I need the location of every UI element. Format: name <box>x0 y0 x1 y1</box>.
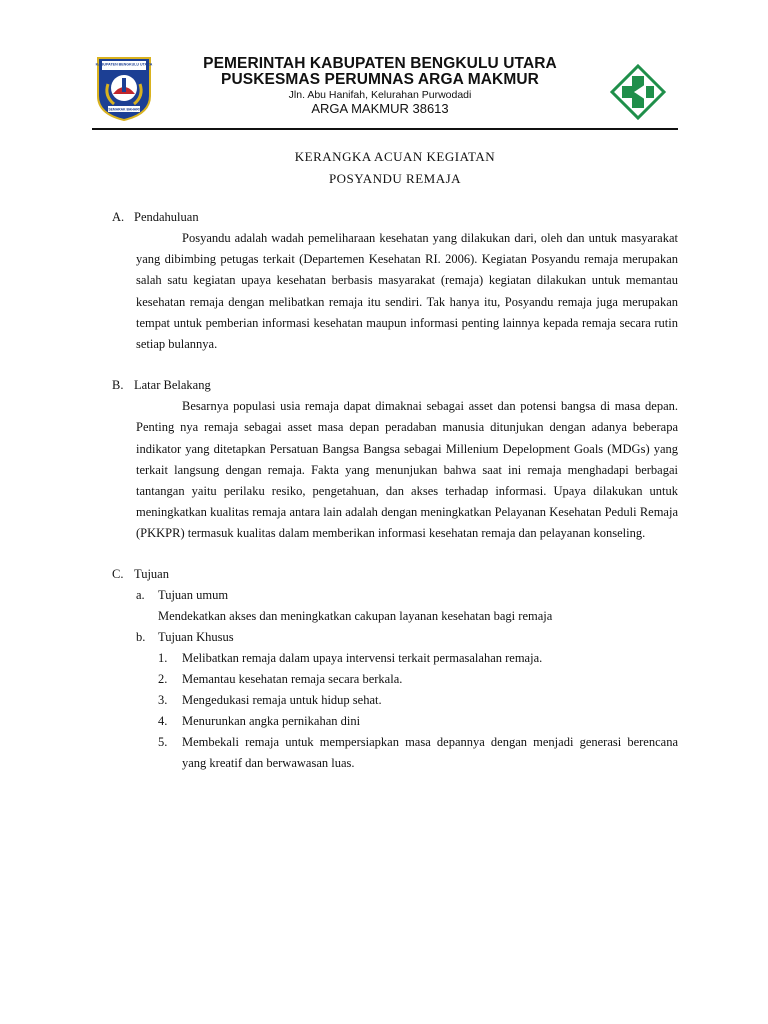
list-item-text: Memantau kesehatan remaja secara berkala. <box>182 671 403 686</box>
title-line-2: POSYANDU REMAJA <box>328 171 462 186</box>
section-letter: A. <box>112 210 125 224</box>
title-line-1: KERANGKA ACUAN KEGIATAN <box>294 149 496 164</box>
section-latar-belakang <box>112 375 678 544</box>
section-paragraph: Besarnya populasi usia remaja dapat dimaknai sebagai asset dan potensi bangsa di masa depan. Penting nya remaja sebagai asset masa depan peradaban manusia ditunjukan dengan adanya beberapa indikator yang ditetapkan Persatuan Bangsa Bangsa sebagai Millenium Depelopment Goals (MDGs) yang terkait langsung dengan remaja. Fakta yang menunjukan bahwa saat ini remaja menghadapi berbagai tantangan yaitu perilaku resiko, pengetahuan, dan akses terhadap informasi. Upaya dilakukan untuk meningkatkan kualitas remaja antara lain adalah dengan meningkatkan Pelayanan Kesehatan Peduli Remaja (PKKPR) termasuk kualitas dalam memberikan informasi kesehatan remaja dan pelayanan konseling. <box>136 399 678 541</box>
list-item-number: 2. <box>158 671 168 686</box>
section-title: Latar Belakang <box>134 378 211 393</box>
crest-text-bottom: SEMARAK BAHARI <box>108 107 140 112</box>
section-heading <box>112 207 678 228</box>
section-pendahuluan <box>112 207 678 355</box>
objectives-list <box>158 648 678 774</box>
list-item-text: Menurunkan angka pernikahan dini <box>182 713 361 728</box>
subsection-letter: a. <box>136 587 145 602</box>
subsection-title: Tujuan umum <box>158 587 229 602</box>
government-name: PEMERINTAH KABUPATEN BENGKULU UTARA <box>203 55 557 72</box>
list-item <box>158 690 678 711</box>
list-item <box>158 648 678 669</box>
list-item-number: 1. <box>158 650 168 665</box>
section-heading <box>112 375 678 396</box>
regency-crest-icon <box>94 56 154 122</box>
subsection-title: Tujuan Khusus <box>158 629 234 644</box>
letterhead-text <box>160 56 600 116</box>
subsection-letter: b. <box>136 629 146 644</box>
section-title: Tujuan <box>134 566 169 581</box>
section-tujuan <box>112 564 678 774</box>
document-body <box>112 146 678 774</box>
section-letter: C. <box>112 566 124 581</box>
address-city: ARGA MAKMUR 38613 <box>311 101 449 116</box>
section-title: Pendahuluan <box>134 210 199 224</box>
document-title <box>112 146 678 190</box>
list-item-number: 5. <box>158 734 168 749</box>
subsection-heading-umum <box>136 585 678 606</box>
crest-text-top: KABUPATEN BENGKULU UTARA <box>95 62 153 67</box>
subsection-text: Mendekatkan akses dan meningkatkan cakupan layanan kesehatan bagi remaja <box>158 608 553 623</box>
list-item-text: Mengedukasi remaja untuk hidup sehat. <box>182 692 382 707</box>
letterhead-divider <box>92 128 678 130</box>
list-item-number: 4. <box>158 713 168 728</box>
list-item-text: Membekali remaja untuk mempersiapkan masa depannya dengan menjadi generasi berencana yang kreatif dan berwawasan luas. <box>182 734 678 770</box>
section-heading <box>112 564 678 585</box>
list-item <box>158 732 678 774</box>
list-item <box>158 711 678 732</box>
section-letter: B. <box>112 378 124 393</box>
subsection-heading-khusus <box>136 627 678 648</box>
list-item-number: 3. <box>158 692 168 707</box>
section-paragraph: Posyandu adalah wadah pemeliharaan kesehatan yang dilakukan dari, oleh dan untuk masyarakat yang dibimbing petugas terkait (Departemen Kesehatan RI. 2006). Kegiatan Posyandu remaja merupakan salah satu kegiatan upaya kesehatan berbasis masyarakat (remaja) kegiatan dilakukan untuk memantau kesehatan remaja dengan melibatkan remaja itu sendiri. Tak hanya itu, Posyandu remaja juga merupakan tempat untuk pemberian informasi kesehatan maupun informasi penting lainnya kepada remaja secara rutin setiap bulannya. <box>136 231 678 352</box>
list-item <box>158 669 678 690</box>
puskesmas-name: PUSKESMAS PERUMNAS ARGA MAKMUR <box>221 71 539 88</box>
letterhead <box>90 50 680 130</box>
list-item-text: Melibatkan remaja dalam upaya intervensi terkait permasalahan remaja. <box>182 650 543 665</box>
address-street: Jln. Abu Hanifah, Kelurahan Purwodadi <box>288 89 472 101</box>
puskesmas-cross-icon <box>610 64 666 120</box>
